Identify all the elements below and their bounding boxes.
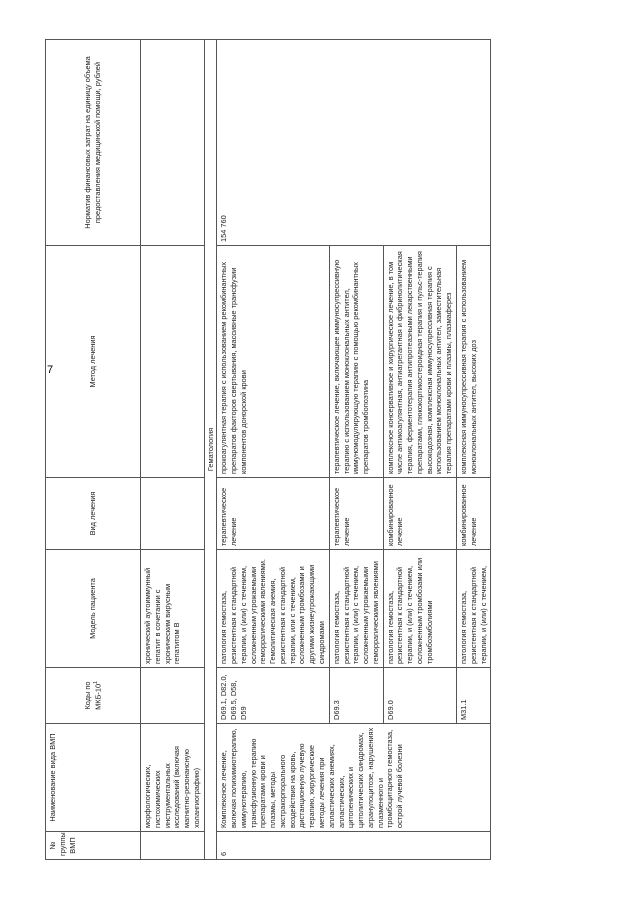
- cell-empty: [141, 40, 205, 246]
- group-number: 6: [217, 832, 491, 860]
- header-group-no: № группы ВМП: [46, 832, 141, 860]
- codes-cell: D69.1, D82.0, D69.5, D58, D59: [217, 668, 329, 724]
- section-row: [204, 40, 217, 860]
- method-cell: прокоагулянтная терапия с использованием рекомбинантных препаратов факторов свертывания, массивные трансфузии компонентов донорской крови: [217, 246, 329, 478]
- header-method: Метод лечения: [46, 246, 141, 478]
- kind-cell: терапевтическое лечение: [217, 478, 329, 550]
- codes-cell: D69.0: [383, 668, 456, 724]
- codes-cell: M31.1: [456, 668, 490, 724]
- footnote-mark: 1: [92, 681, 99, 684]
- kind-cell: комбинированное лечение: [383, 478, 456, 550]
- continuation-name: морфологических, гистохимических инструментальных исследований (включая магнитно-резонансную холангиографию): [141, 724, 205, 832]
- table-row: [217, 40, 329, 860]
- kind-cell: терапевтическое лечение: [329, 478, 383, 550]
- continuation-row: [141, 40, 205, 860]
- cell-empty: [141, 668, 205, 724]
- header-kind: Вид лечения: [46, 478, 141, 550]
- continuation-model: хронический аутоиммунный гепатит в сочетании с хроническим вирусным гепатитом B: [141, 550, 205, 668]
- kind-cell: комбинированное лечение: [456, 478, 490, 550]
- model-cell: патология гемостаза, резистентная к стандартной терапии, и (или) с течением, осложненным тромбозами или тромбоэмболиями: [383, 550, 456, 668]
- method-cell: комплексная иммуносупрессивная терапия с использованием моноклональных антител, высоких доз: [456, 246, 490, 478]
- model-cell: патология гемостаза, резистентная к стандартной терапии, и (или) с течением,: [456, 550, 490, 668]
- cell-empty: [141, 246, 205, 478]
- header-row: [46, 40, 141, 860]
- header-name: Наименование вида ВМП: [46, 724, 141, 832]
- method-cell: терапевтическое лечение, включающее иммуносупрессивную терапию с использованием моноклональных антител, иммуномодулирующую терапию с помощью рекомбинантных препаратов тромбопоэтина: [329, 246, 383, 478]
- rotated-table-wrapper: [45, 40, 595, 860]
- header-codes-text: Коды по МКБ-10: [83, 681, 103, 710]
- norm-cell: 154 760: [217, 40, 491, 246]
- model-cell: патология гемостаза, резистентная к стандартной терапии, и (или) с течением, осложненным угрожаемыми геморрагическими явлениями. Гемолитическая анемия, резистентная к стандартной терапии, или с течением, осложненным тромбозами и другими жизнеугрожающими синдромами: [217, 550, 329, 668]
- vmp-table: [45, 39, 491, 860]
- cell-empty: [141, 478, 205, 550]
- header-codes: [46, 668, 141, 724]
- codes-cell: D69.3: [329, 668, 383, 724]
- section-title: Гематология: [204, 40, 217, 860]
- method-cell: комплексное консервативное и хирургическое лечение, в том числе антикоагулянтная, антиагрегантная и фибринолитическая терапия, ферментотерапия антипротеазными лекарственными препаратами, глюкокортикостероидная терапия и пульс-терапия высокодозная, комплексная иммуносупрессивная терапия с использованием моноклональных антител, заместительная терапия препаратами крови и плазмы, плазмаферез: [383, 246, 456, 478]
- model-cell: патология гемостаза, резистентная к стандартной терапии, и (или) с течением, осложненным угрожаемыми геморрагическими явлениями: [329, 550, 383, 668]
- header-norm: Норматив финансовых затрат на единицу объема предоставления медицинской помощи, рублей: [46, 40, 141, 246]
- group-name: Комплексное лечение, включая полихимиотерапию, иммунотерапию, трансфузионную терапию препаратами крови и плазмы, методы экстракорпорального воздействия на кровь, дистанционную лучевую терапию, хирургические методы лечения при апластических анемиях, апластических, цитопенических и цитолитических синдромах, агранулоцитозе, нарушениях плазменного и тромбоцитарного гемостаза, острой лучевой болезни: [217, 724, 491, 832]
- page-number: 7: [46, 364, 54, 376]
- header-model: Модель пациента: [46, 550, 141, 668]
- cell-empty: [141, 832, 205, 860]
